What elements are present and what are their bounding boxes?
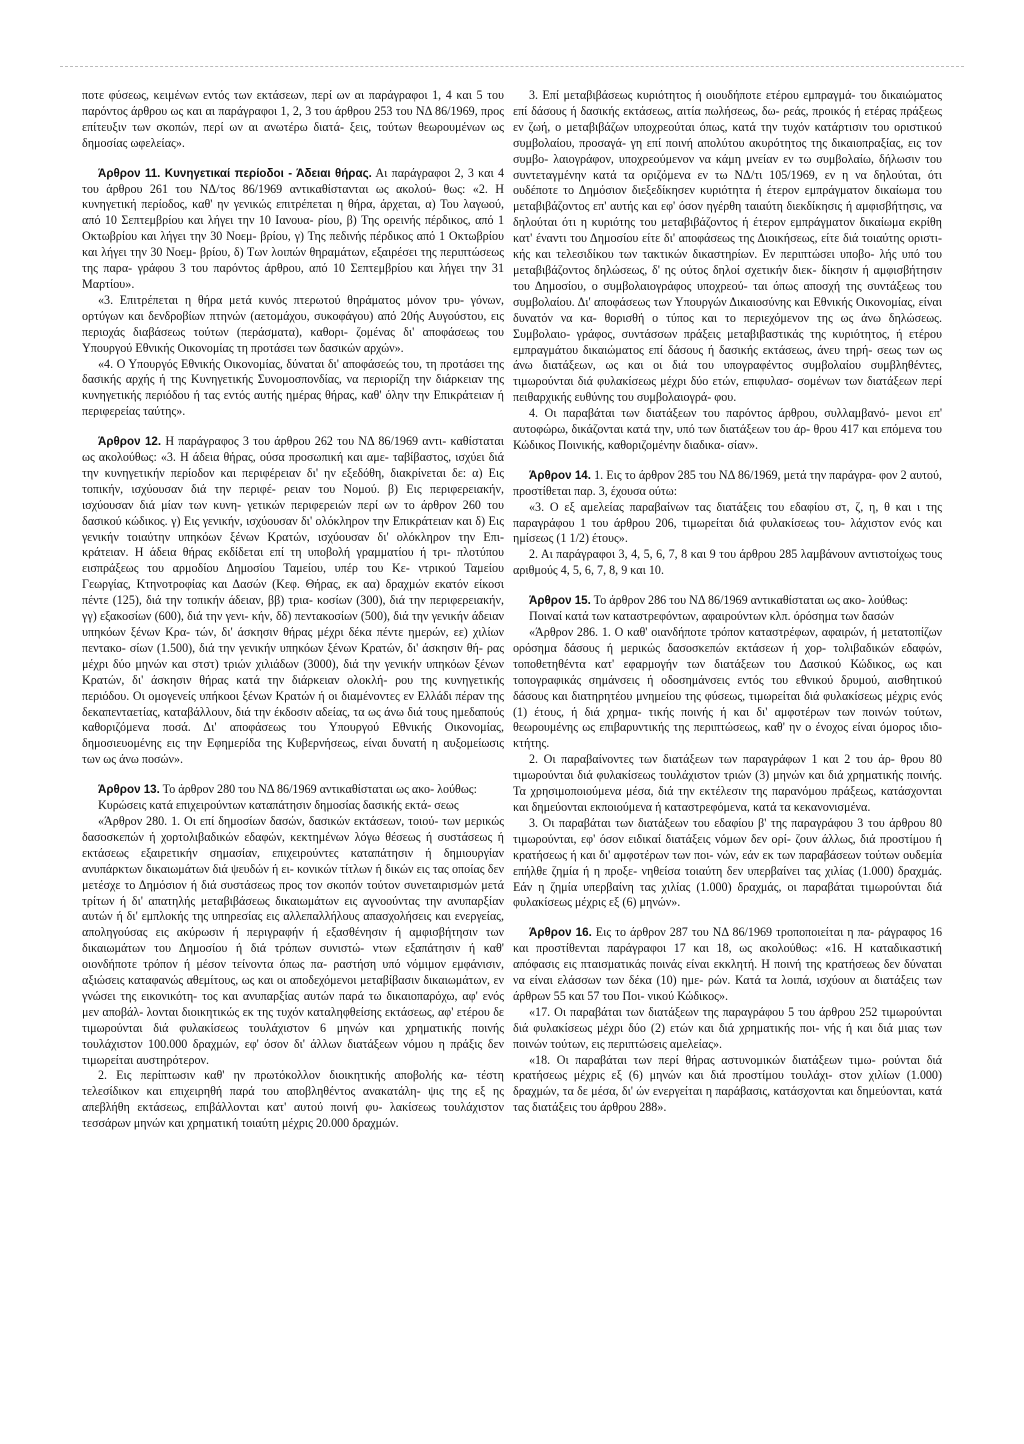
paragraph: «Άρθρον 280. 1. Οι επί δημοσίων δασών, δασικών εκτάσεων, τοιού- των μερικώς δασοσκεπών ή χορτολιβαδικών εδαφών, κεκτημένων λόγω θέσεως ή συστάσεως ή εκτάσεως εξαιρετικήν σημασίαν, επιχειρούντες καταπάτησιν ή δημιουργίαν ανυπάρκτων δικαιωμάτων διά ψευδών ή ει- κονικών τίτλων ή δικών εις τας οποίας δεν μετέσχε το Δημόσιον ή διά συστάσεως προς τον σκοπόν τούτον συνεταιρισμών μετά τρίτων ή δι' απατηλής μεταβιβάσεως δικαιωμάτων εις αγνοούντας την ανυπαρξίαν αυτών ή δι' εμπλοκής της υπηρεσίας εις αλλεπαλλήλους απασχολήσεις και ενεργείας, αποληγούσας εις ακύρωσιν ή περιγραφήν ή εξασθένησιν ή αμφισβήτησιν των δικαιωμάτων του Δημοσίου ή διά τρόπων συνιστώ- ντων εξαπάτησιν ή καθ' οιονδήποτε τρόπον ή μέσον τείνοντα όπως πα- ραστήση υπό νόμιμον εμφάνισιν, αξιώσεις καταφανώς αθεμίτους, ως και οι αποδεχόμενοι μεταβίβασιν δικαιωμάτων, εν γνώσει της εικονικότη- τος και ανυπαρξίας αυτών παρά τω δικαιοπαρόχω, αφ' ενός μεν αποβάλ- λονται διοικητικώς εκ της τυχόν καταληφθείσης εκτάσεως, αφ' ετέρου δε τιμωρούνται διά φυλακίσεως τουλάχιστον 6 μηνών και χρηματικής ποινής τουλάχιστον 100.000 δραχμών, εφ' όσον δι' άλλων διατάξεων νόμου η πράξις δεν τιμωρείται αυστηρότερον. [82, 813, 504, 1067]
paragraph: 4. Οι παραβάται των διατάξεων του παρόντος άρθρου, συλλαμβανό- μενοι επ' αυτοφώρω, δικάζονται κατά την, υπό των διατάξεων του άρ- θρου 417 και επόμενα του Κώδικος Ποινικής, καθοριζομένην διαδικα- σίαν». [513, 406, 942, 452]
paragraph: 2. Εις περίπτωσιν καθ' ην πρωτόκολλον διοικητικής αποβολής κα- τέστη τελεσίδικον και επιχειρηθή παρά του αποβληθέντος ανακατάλη- ψις της εξ ης απεβλήθη εκτάσεως, επιβάλλονται κατ' αυτού ποινή φυ- λακίσεως τουλάχιστον τεσσάρων μηνών και χρηματική τοιαύτη μέχρις 20.000 δραχμών. [82, 1068, 504, 1131]
paragraph: «Άρθρον 286. 1. Ο καθ' οιανδήποτε τρόπον καταστρέφων, αφαιρών, ή μετατοπίζων ορόσημα δάσους ή μερικώς δασοσκεπών εκτάσεων ή χορ- τολιβαδικών εδαφών, τοποθετηθέντα κατ' εφαρμογήν των διατάξεων του Δασικού Κώδικος, ως και τοπογραφικάς σημάνσεις ή οδοσημάνσεις εντός του εθνικού δρυμού, αισθητικού δάσους και διατηρητέου μνημείου της φύσεως, τιμωρείται διά φυλακίσεως μέχρις ενός (1) έτους, ή διά χρημα- τικής ποινής ή και δι' αμφοτέρων των ποινών τούτων, θεωρουμένης ως επιβαρυντικής της περιπτώσεως, καθ' ην ο ένοχος είναι όμορος ιδιο- κτήτης. [513, 625, 942, 751]
article-13-text: Το άρθρον 280 του ΝΔ 86/1969 αντικαθίσταται ως ακο- λούθως: [159, 782, 477, 797]
article-12-heading: Άρθρον 12. [98, 435, 162, 449]
article-16-text: Εις το άρθρον 287 του ΝΔ 86/1969 τροποποιείται η πα- ράγραφος 16 και προστίθενται παράγραφοι 17 και 18, ως ακολούθως: «16. Η καταδικαστική απόφασις εις πταισματικάς ποινάς είναι εκκλητή. Η ποινή της κρατήσεως δεν δύναται να είναι ελάσσων των δέκα (10) ημε- ρών. Κατά τα λοιπά, ισχύουν αι διατάξεις των άρθρων 55 και 57 του Ποι- νικού Κώδικος». [513, 925, 942, 1003]
article-13-subheading: Κυρώσεις κατά επιχειρούντων καταπάτησιν δημοσίας δασικής εκτά- σεως [98, 798, 459, 813]
article-12-text: Η παράγραφος 3 του άρθρου 262 του ΝΔ 86/1969 αντι- καθίσταται ως ακολούθως: «3. Η άδεια θήρας, ούσα προσωπική και αμε- ταβίβαστος, ισχύει διά την κυνηγετικήν περίοδον και περιφέρειαν δι' ην εξεδόθη, διακρίνεται δε: α) Εις τοπικήν, ισχύουσαν διά την περιφέ- ρειαν του Νομού. β) Εις περιφερειακήν, ισχύουσαν διά μίαν των κυνη- γετικών περιφερειών περί ων το άρθρον 260 του δασικού κώδικος. γ) Εις γενικήν, ισχύουσαν δι' ολόκληρον την Επικράτειαν και δ) Εις γενικήν τοιαύτην υπηκόων ξένων Κρατών, ισχύουσαν δι' ολόκληρον την Επι- κράτειαν. Η άδεια θήρας εκδίδεται επί τη υποβολή γραμματίου ή τρι- πλοτύπου εισπράξεως του αρμοδίου Δημοσίου Ταμείου, υπέρ του Κε- ντρικού Ταμείου Γεωργίας, Κτηνοτροφίας και Δασών (Κεφ. Θήρας, εκ αα) δραχμών εκατόν είκοσι πέντε (125), διά την τοπικήν άδειαν, ββ) τρια- κοσίων (300), διά την περιφερειακήν, γγ) εξακοσίων (600), διά την γενι- κήν, δδ) πεντακοσίων (500), διά την γενικήν άδειαν υπηκόων ξένων Κρα- τών, δι' άσκησιν θήρας μέχρι δέκα πέντε ημερών, εε) χιλίων πεντακο- σίων (1.500), διά την γενικήν υπηκόων ξένων Κρατών, δι' άσκησιν θή- ρας μέχρι δύο μηνών και στστ) τριών χιλιάδων (3000), διά την γενικήν υπηκόων ξένων Κρατών, δι' άσκησιν θήρας κατά την διάρκειαν ολοκλή- ρου της κυνηγετικής περιόδου. Οι ομογενείς υπήκοοι ξένων Κρατών ή οι διαμένοντες εν Ελλάδι πέραν της δεκαπενταετίας, καταβάλλουν, διά την έκδοσιν αδείας, τα ως άνω διά τους ημεδαπούς καθοριζόμενα ποσά. Δι' αποφάσεως του Υπουργού Εθνικής Οικονομίας, δημοσιευομένης εις την Εφημερίδα της Κυβερνήσεως, είναι δυνατή η αυξομείωσις των ως άνω ποσών». [82, 434, 504, 767]
article-13-heading: Άρθρον 13. [98, 783, 160, 797]
article-12 [82, 434, 504, 768]
paragraph: «18. Οι παραβάται των περί θήρας αστυνομικών διατάξεων τιμω- ρούνται διά κρατήσεως μέχρις εξ (6) μηνών και διά προστίμου τουλάχι- στον χιλίων (1.000) δραχμών, τα δε μέσα, δι' ών ενεργείται η παράβασις, κατάσχονται και δημεύονται, κατά τας διατάξεις του άρθρου 288». [513, 1052, 942, 1115]
paragraph: 3. Επί μεταβιβάσεως κυριότητος ή οιουδήποτε ετέρου εμπραγμά- του δικαιώματος επί δάσους ή δασικής εκτάσεως, αιτία πωλήσεως, δω- ρεάς, προικός ή ετέρας πράξεως εν ζωή, ο μεταβιβάζων υποχρεούται όπως, κατά την τυχόν κατάρτισιν του οριστικού συμβολαίου, προσαγά- γη επί ποινή απολύτου ακυρότητος της δικαιοπραξίας, εις τον συμβο- λαιογράφον, υποχρεούμενον να κάμη μνείαν εν τω συμβολαίω, δήλωσιν του συντεταγμένην κατά τα οριζόμενα εν τω ΝΔ/τι 105/1969, εν η να δηλούται, ότι ουδέποτε το Δημόσιον διεξεδίκησεν κυριότητα ή έτερον εμπράγματον δικαίωμα του μεταβιβάζοντος επ' αυτής και εφ' όσον ηγέρθη ταιαύτη διεκδίκησις ή αμφισβήτησις, να δηλούται ότι η κυριότης του μεταβιβάζοντος ή έτερον εμπράγματον δικαίωμα εκρίθη κατ' έναντι του Δημοσίου είτε δι' αποφάσεως της Διοικήσεως, είτε διά τοιαύτης οριστι- κής και τελεσιδίκου των τακτικών δικαστηρίων. Εν περιπτώσει υποβο- λής υπό του μεταβιβάζοντος δηλώσεως, δ' ης ούτος δηλοί σχετικήν διεκ- δίκησιν ή αμφισβήτησιν του Δημοσίου, ο συμβολαιογράφος υποχρεού- ται όπως αποσχή της συντάξεως του συμβολαίου. Δι' αποφάσεως των Υπουργών Δικαιοσύνης και Εθνικής Οικονομίας, είναι δυνατόν να κα- θορισθή ο τύπος και το περιεχόμενον της ως άνω δηλώσεως. Συμβολαιο- γράφος, συντάσσων πράξεις μεταβιβαστικάς της κυριότητος, ή ετέρου εμπραγμάτου δικαιώματος επί δάσους ή δασικής εκτάσεως, άνευ τηρή- σεως των ως άνω διατάξεων, ως και οι διά του υπογραφέντος συμβολαίου συμβληθέντες, τιμωρούνται διά φυλακίσεως μέχρι δύο ετών, επιφυλασ- σομένων των διατάξεων περί πειθαρχικής ευθύνης του συμβολαιογρά- φου. [513, 88, 942, 405]
article-11-text: Αι παράγραφοι 2, 3 και 4 του άρθρου 261 του ΝΔ/τος 86/1969 αντικαθίστανται ως ακολού- θως: «2. Η κυνηγετική περίοδος, καθ' ην γενικώς επιτρέπεται η θήρα, άρχεται, α) Του λαγωού, από 10 Σεπτεμβρίου και λήγει την 10 Ιανουα- ρίου, β) Της ορεινής πέρδικος, από 1 Οκτωβρίου και λήγει την 30 Νοεμ- βρίου, γ) Της πεδινής πέρδικος από 1 Οκτωβρίου και λήγει την 30 Νοεμ- βρίου, δ) Των λοιπών θηραμάτων, εξαιρέσει της περιπτώσεως της παρα- γράφου 3 του παρόντος άρθρου, από 10 Σεπτεμβρίου και λήγει την 31 Μαρτίου». [82, 165, 504, 291]
article-14 [513, 468, 942, 500]
paragraph: 2. Αι παράγραφοι 3, 4, 5, 6, 7, 8 και 9 του άρθρου 285 λαμβάνουν αντιστοίχως τους αριθμούς 4, 5, 6, 7, 8, 9 και 10. [513, 547, 942, 578]
paragraph: «4. Ο Υπουργός Εθνικής Οικονομίας, δύναται δι' αποφάσεώς του, τη προτάσει της δασικής αρχής ή της Κυνηγετικής Συνομοσπονδίας, να περιορίζη την διάρκειαν της κυνηγετικής περιόδου ή τας εντός αυτής ημέρας θήρας, καθ' όλην την Επικράτειαν ή περιφερείας ταύτης». [82, 356, 504, 419]
article-16-heading: Άρθρον 16. [529, 926, 592, 940]
article-16 [513, 925, 942, 1005]
article-15 [513, 593, 942, 609]
paragraph: «3. Ο εξ αμελείας παραβαίνων τας διατάξεις του εδαφίου στ, ζ, η, θ και ι της παραγράφου 1 του άρθρου 206, τιμωρείται διά φυλακίσεως του- λάχιστον ενός και ημίσεως (1 1/2) έτους». [513, 499, 942, 546]
article-15-text: Το άρθρον 286 του ΝΔ 86/1969 αντικαθίσταται ως ακο- λούθως: [590, 593, 908, 608]
article-15-subheading: Ποιναί κατά των καταστρεφόντων, αφαιρούντων κλπ. όρόσημα των δασών [529, 609, 894, 624]
paragraph: 2. Οι παραβαίνοντες των διατάξεων των παραγράφων 1 και 2 του άρ- θρου 80 τιμωρούνται διά φυλακίσεως τουλάχιστον τριών (3) μηνών και διά χρηματικής ποινής. Τα χρησιμοποιούμενα μέσα, διά την εκτέλεσιν της παρανόμου πράξεως, κατάσχονται και δημεύονται εκποιούμενα ή καταστρεφόμενα, κατά τα κεκανονισμένα. [513, 752, 942, 814]
paragraph: «3. Επιτρέπεται η θήρα μετά κυνός πτερωτού θηράματος μόνον τρυ- γόνων, ορτύγων και δενδροβίων πτηνών (αετομάχου, συκοφάγου) από 20ής Αυγούστου, εις περιοχάς διαβάσεως τούτων (περάσματα), καθορι- ζομένας δι' αποφάσεως του Υπουργού Εθνικής Οικονομίας τη προτάσει των δασικών αρχών». [82, 292, 504, 355]
right-column [513, 88, 942, 1116]
paragraph: ποτε φύσεως, κειμένων εντός των εκτάσεων, περί ων αι παράγραφοι 1, 4 και 5 του παρόντος άρθρου ως και αι παράγραφοι 1, 2, 3 του άρθρου 253 του ΝΔ 86/1969, προς επίτευξιν των σκοπών, περί ων αι ανωτέρω διατά- ξεις, τούτων θεωρουμένων ως δημοσίας ωφελείας». [82, 88, 504, 150]
left-column [82, 88, 504, 1132]
paragraph: «17. Οι παραβάται των διατάξεων της παραγράφου 5 του άρθρου 252 τιμωρούνται διά φυλακίσεως μέχρι δύο (2) ετών και διά χρηματικής ποι- νής ή και διά μιας των ποινών τούτων, εις περιπτώσεις αμελείας». [513, 1004, 942, 1051]
article-14-heading: Άρθρον 14. [529, 468, 591, 482]
article-14-text: 1. Εις το άρθρον 285 του ΝΔ 86/1969, μετά την παράγρα- φον 2 αυτού, προστίθεται παρ. 3, έχουσα ούτω: [513, 467, 942, 498]
top-divider [60, 66, 964, 67]
paragraph: 3. Οι παραβάται των διατάξεων του εδαφίου β' της παραγράφου 3 του άρθρου 80 τιμωρούνται, εφ' όσον ειδικαί διατάξεις νόμων δεν ορί- ζουν άλλως, διά προστίμου ή κρατήσεως ή και δι' αμφοτέρων των ποι- νών, εάν εκ των παραβάσεων τούτων ουδεμία επήλθε ζημία ή η προξε- νηθείσα τοιαύτη δεν υπερβαίνει τας χιλίας (1.000) δραχμάς. Εάν η ζημία υπερβαίνη τας χιλίας (1.000) δραχμάς, οι παραβάται τιμωρούνται διά φυλακίσεως μέχρις εξ (6) μηνών». [513, 815, 942, 910]
article-11 [82, 166, 504, 293]
article-11-heading: Άρθρον 11. Κυνηγετικαί περίοδοι - Άδειαι θήρας. [98, 166, 372, 180]
article-15-heading: Άρθρον 15. [529, 594, 591, 608]
article-13 [82, 782, 504, 798]
